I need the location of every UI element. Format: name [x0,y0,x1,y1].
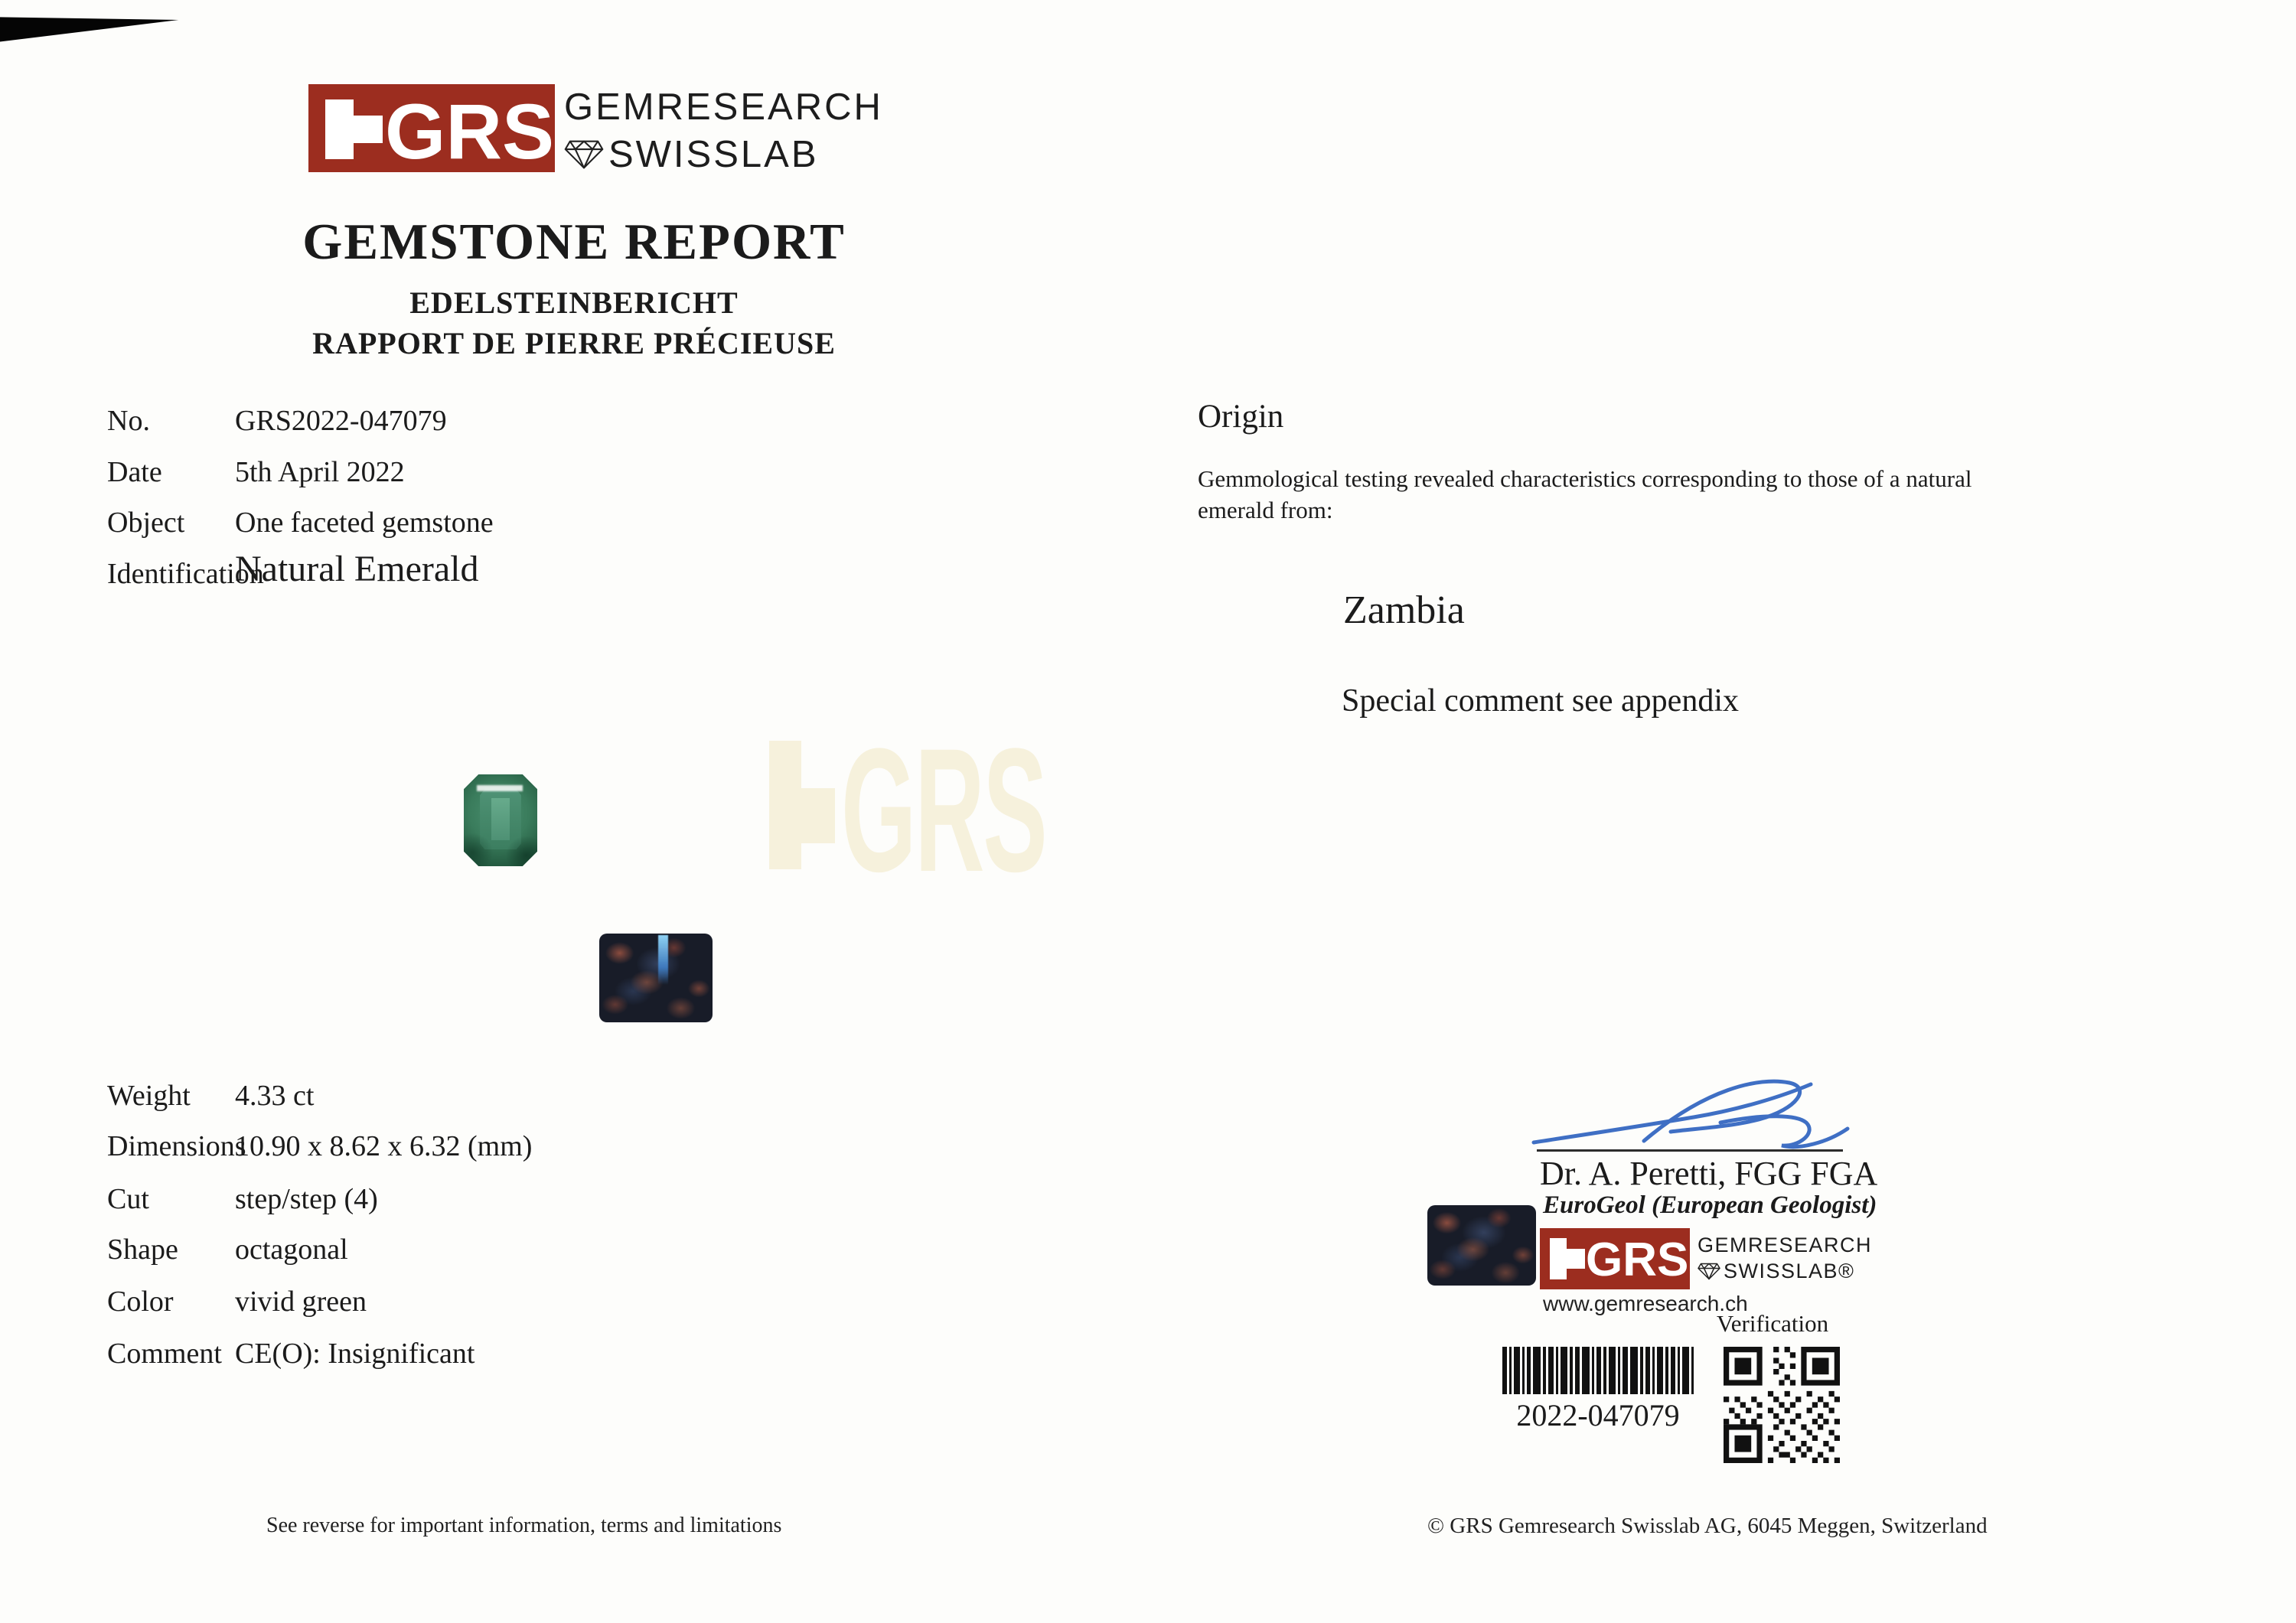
website-url: www.gemresearch.ch [1543,1292,1748,1315]
brand-line2: SWISSLAB [608,134,819,175]
sticker-blue-streak [658,935,668,985]
field-value-date: 5th April 2022 [235,456,405,488]
swiss-cross-arm-icon [354,116,383,143]
field-label-identification: Identification [107,558,264,590]
brand-line2: SWISSLAB® [1724,1260,1855,1282]
swiss-cross-icon [325,99,354,159]
page-title: GEMSTONE REPORT [302,213,846,270]
diamond-icon [1698,1263,1720,1280]
prop-label-shape: Shape [107,1234,178,1266]
swiss-cross-arm-icon [1567,1249,1585,1269]
field-label-no: No. [107,405,150,437]
grs-logo [308,84,555,175]
prop-label-comment: Comment [107,1338,222,1370]
swiss-cross-icon [1550,1238,1567,1279]
scan-artifact-wedge [0,0,182,47]
origin-note: Special comment see appendix [1342,683,1739,719]
grs-logo-small [1540,1228,1690,1289]
emerald-shadow [464,774,537,866]
origin-heading: Origin [1198,399,1284,435]
diamond-icon [564,139,604,170]
emerald-photo [464,774,537,866]
field-value-identification: Natural Emerald [235,549,479,589]
brand-line1: GEMRESEARCH [564,86,883,128]
prop-value-dimensions: 10.90 x 8.62 x 6.32 (mm) [235,1130,533,1162]
security-sticker [599,934,713,1022]
footer-copyright: © GRS Gemresearch Swisslab AG, 6045 Meggen, Switzerland [1427,1514,1988,1538]
prop-value-weight: 4.33 ct [235,1080,315,1112]
prop-label-color: Color [107,1286,174,1318]
prop-value-cut: step/step (4) [235,1183,378,1215]
signature-line [1537,1149,1843,1152]
prop-label-cut: Cut [107,1183,149,1215]
prop-label-dimensions: Dimensions [107,1130,246,1162]
signatory-title: EuroGeol (European Geologist) [1543,1191,1877,1219]
brand-name [564,86,883,176]
qr-code [1724,1347,1840,1463]
prop-value-color: vivid green [235,1286,367,1318]
prop-value-shape: octagonal [235,1234,348,1266]
field-value-no: GRS2022-047079 [235,405,447,437]
subtitle-french: RAPPORT DE PIERRE PRÉCIEUSE [312,326,836,360]
watermark-text: GRS [841,712,1046,908]
footer-note: See reverse for important information, terms and limitations [266,1514,782,1537]
signature [1529,1075,1851,1152]
field-value-object: One faceted gemstone [235,507,494,539]
grs-logo-text: GRS [385,88,555,175]
signatory-name: Dr. A. Peretti, FGG FGA [1540,1155,1878,1192]
grs-watermark [769,712,1213,908]
verification-label: Verification [1716,1310,1829,1337]
origin-country: Zambia [1343,588,1465,632]
field-label-date: Date [107,456,162,488]
barcode [1502,1347,1694,1394]
field-label-object: Object [107,507,185,539]
brand-line1: GEMRESEARCH [1698,1234,1873,1256]
grs-logo-text: GRS [1586,1234,1689,1286]
origin-description: Gemmological testing revealed characteristics corresponding to those of a natural emerald from: [1198,465,1972,523]
barcode-number: 2022-047079 [1516,1398,1680,1432]
prop-label-weight: Weight [107,1080,191,1112]
security-sticker-signature [1427,1205,1536,1286]
watermark-cross-icon [769,741,801,869]
prop-value-comment: CE(O): Insignificant [235,1338,475,1370]
brand-name-small [1698,1234,1872,1283]
subtitle-german: EDELSTEINBERICHT [409,285,739,320]
